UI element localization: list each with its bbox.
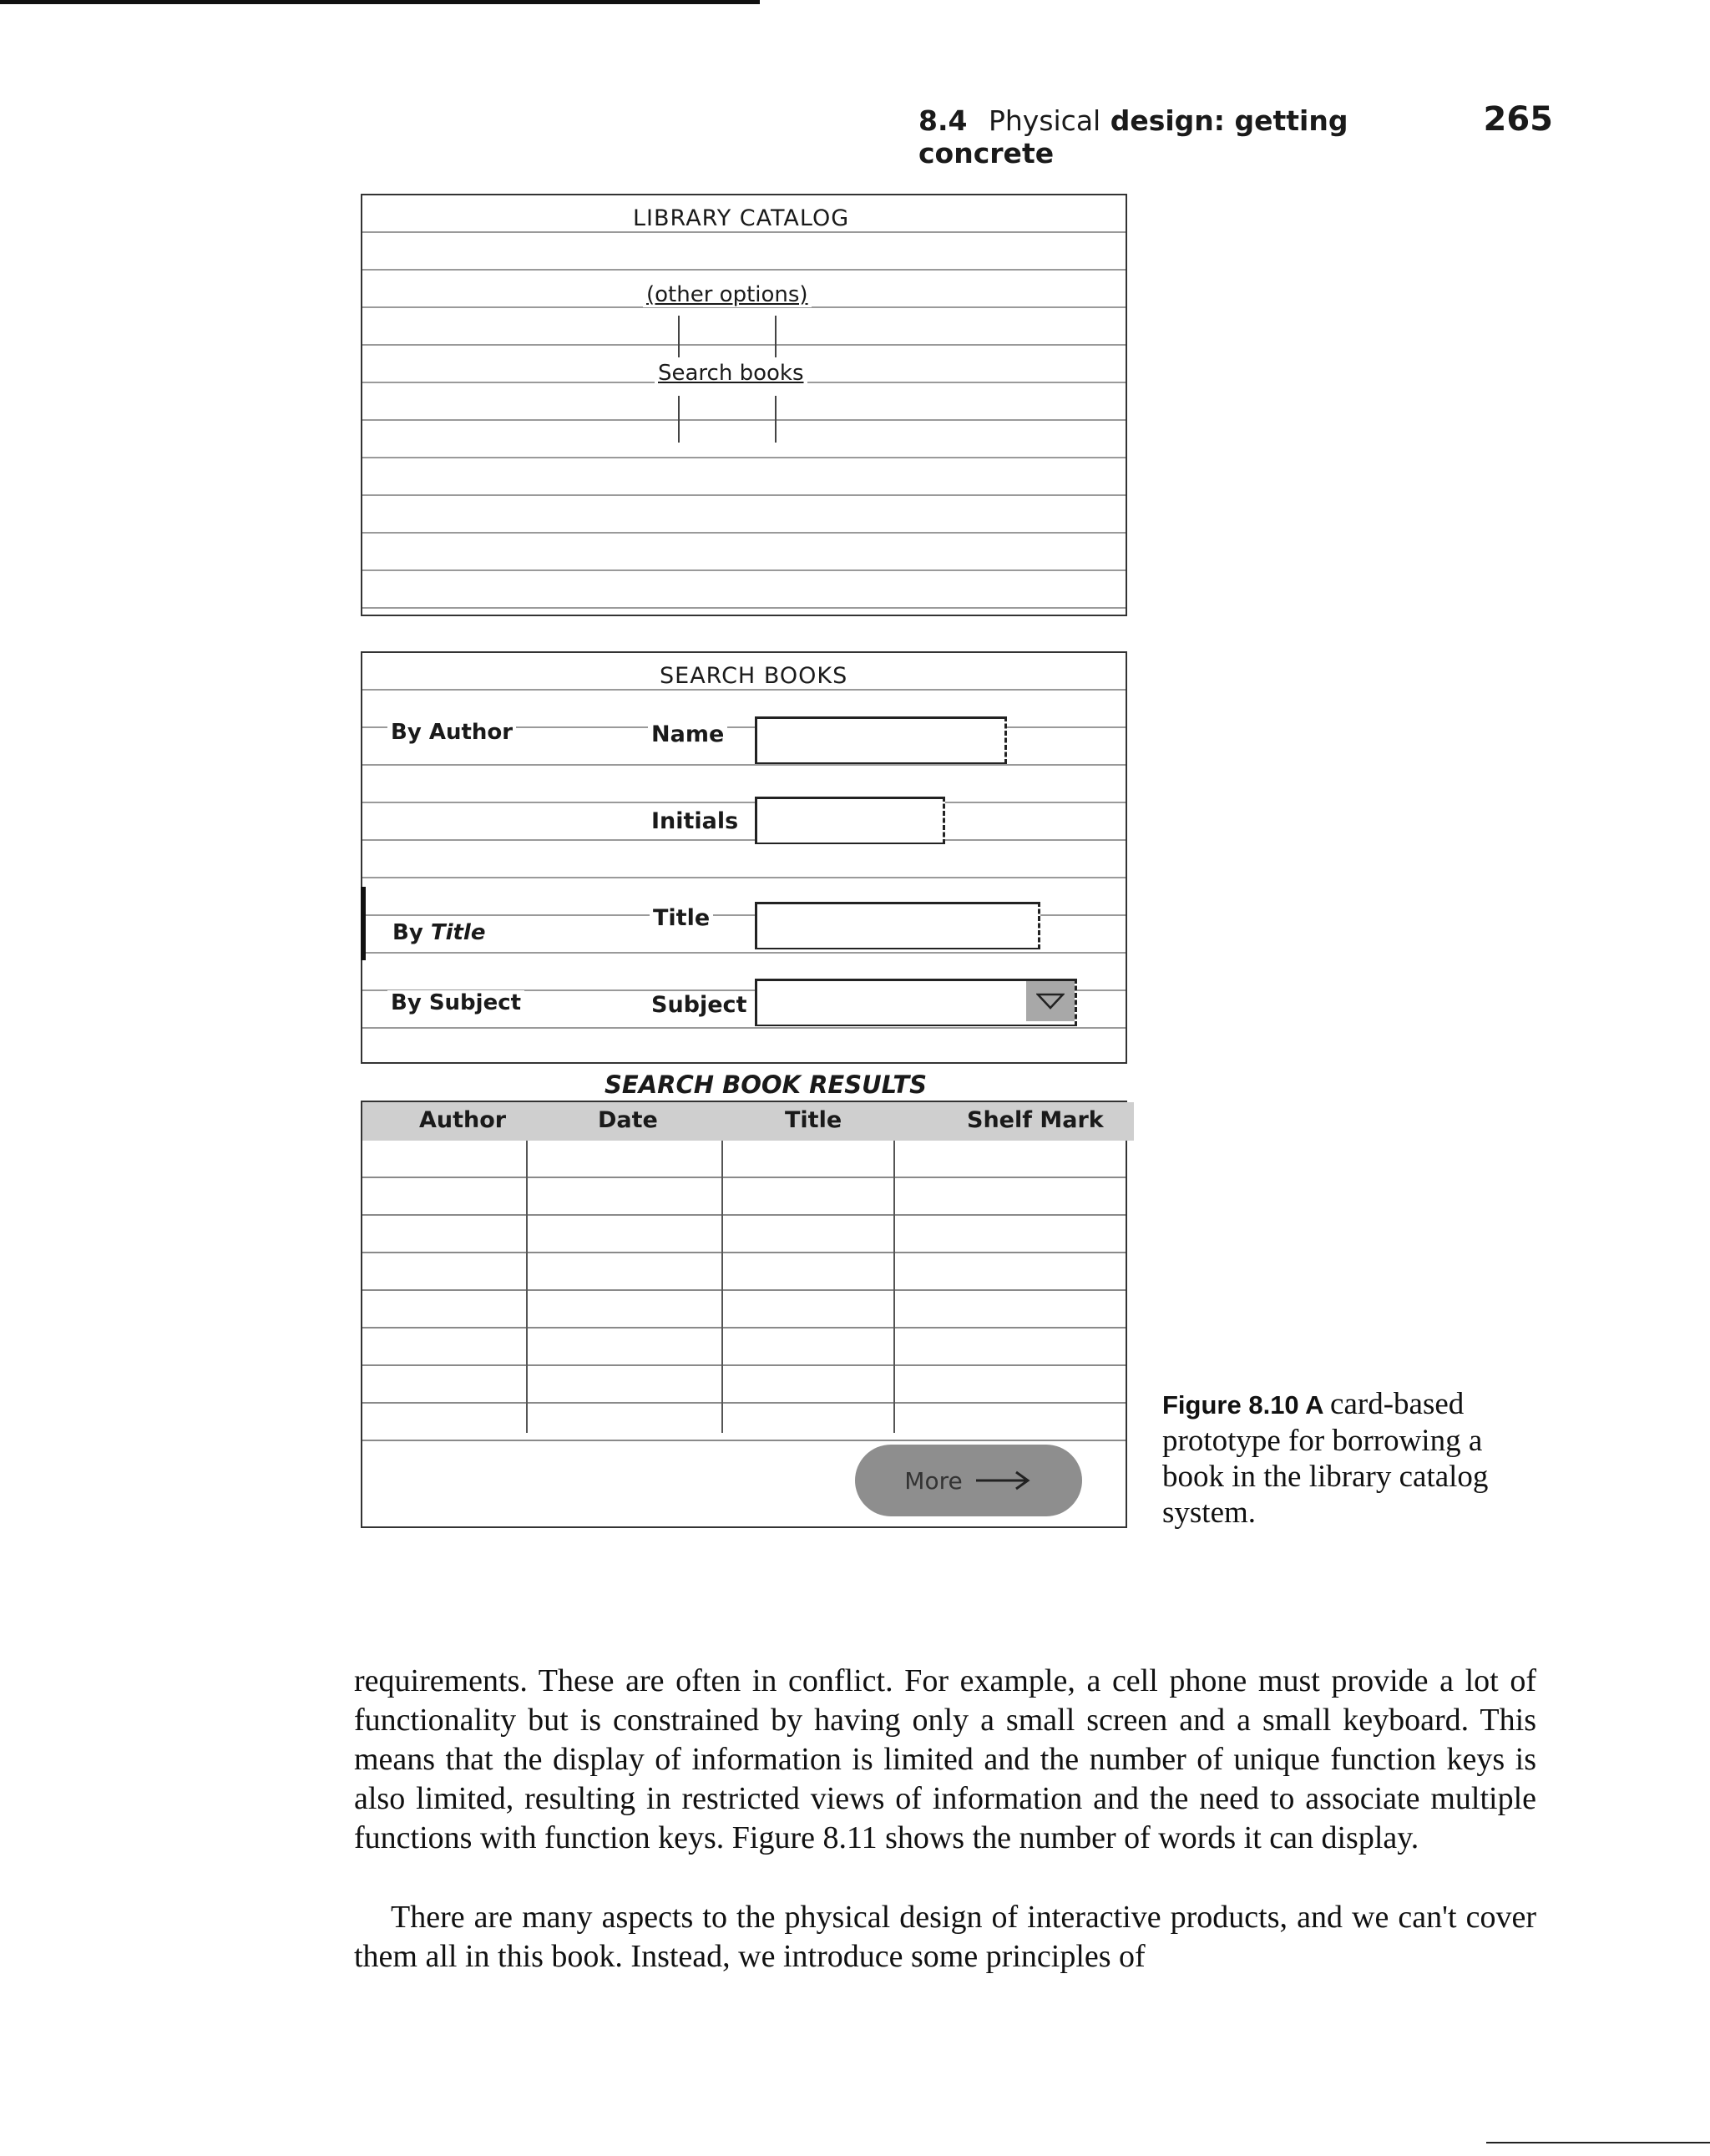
connector-line [678, 316, 680, 357]
running-head [918, 100, 1553, 170]
section-heading [918, 104, 1460, 170]
connector-line [775, 316, 777, 357]
figure-letter: A [1305, 1390, 1323, 1420]
section-title-first: Physical [988, 104, 1101, 137]
by-title-prefix: By [392, 920, 423, 945]
figure-number: Figure 8.10 [1162, 1390, 1299, 1420]
chevron-down-icon [1036, 992, 1065, 1010]
results-rows [362, 1141, 1126, 1441]
figure-label [1162, 1390, 1330, 1420]
connector-line [678, 396, 680, 443]
title-label: Title [650, 905, 713, 931]
by-subject-label: By Subject [387, 990, 524, 1015]
top-rule [0, 0, 760, 4]
caption-text: card-based prototype for borrowing a book in the library catalog system. [1162, 1387, 1489, 1530]
bottom-rule [1486, 2142, 1710, 2143]
by-title-label [389, 920, 488, 945]
column-divider [893, 1141, 895, 1433]
subject-label: Subject [648, 992, 750, 1018]
subject-select[interactable] [755, 979, 1077, 1026]
card-title: LIBRARY CATALOG [628, 205, 854, 231]
more-button[interactable] [855, 1445, 1082, 1516]
connector-line [775, 396, 777, 443]
column-header-title[interactable]: Title [785, 1107, 842, 1133]
name-input[interactable] [755, 716, 1007, 764]
body-paragraph: There are many aspects to the physical design of interactive products, and we can't cover them all in this book. Instead, we introduce some principles of [354, 1900, 1536, 1974]
body-paragraph: requirements. These are often in conflict. For example, a cell phone must provide a lot of functionality but is constrained by having only a small screen and a small keyboard. This means that the display of information is limited and the number of unique function keys is also limited, resulting in restricted views of information and the need to associate multiple functions with function keys. Figure 8.11 shows the number of words it can display. [354, 1663, 1536, 1855]
column-divider [721, 1141, 723, 1433]
more-label: More [904, 1466, 963, 1495]
results-title: SEARCH BOOK RESULTS [601, 1070, 930, 1099]
section-number: 8.4 [918, 104, 968, 137]
page-number: 265 [1483, 100, 1553, 139]
figure-caption [1162, 1386, 1530, 1531]
arrow-right-icon [974, 1470, 1033, 1491]
initials-input[interactable] [755, 797, 945, 844]
by-title-emphasis: Title [430, 920, 486, 945]
section-title-rest: design: getting concrete [918, 104, 1348, 170]
selection-marker [361, 887, 366, 960]
name-label: Name [648, 721, 727, 747]
other-options-link[interactable]: (other options) [643, 282, 812, 307]
column-header-shelf-mark[interactable]: Shelf Mark [967, 1107, 1104, 1133]
column-header-date[interactable]: Date [598, 1107, 658, 1133]
search-books-link[interactable]: Search books [655, 361, 807, 386]
dropdown-button[interactable] [1026, 981, 1075, 1021]
card-title: SEARCH BOOKS [655, 663, 852, 689]
column-divider [526, 1141, 528, 1433]
library-catalog-card [361, 194, 1127, 616]
title-input[interactable] [755, 902, 1040, 949]
initials-label: Initials [648, 808, 741, 834]
by-author-label: By Author [387, 720, 516, 745]
search-results-card [361, 1101, 1127, 1528]
column-header-author[interactable]: Author [419, 1107, 507, 1133]
search-books-card [361, 651, 1127, 1064]
